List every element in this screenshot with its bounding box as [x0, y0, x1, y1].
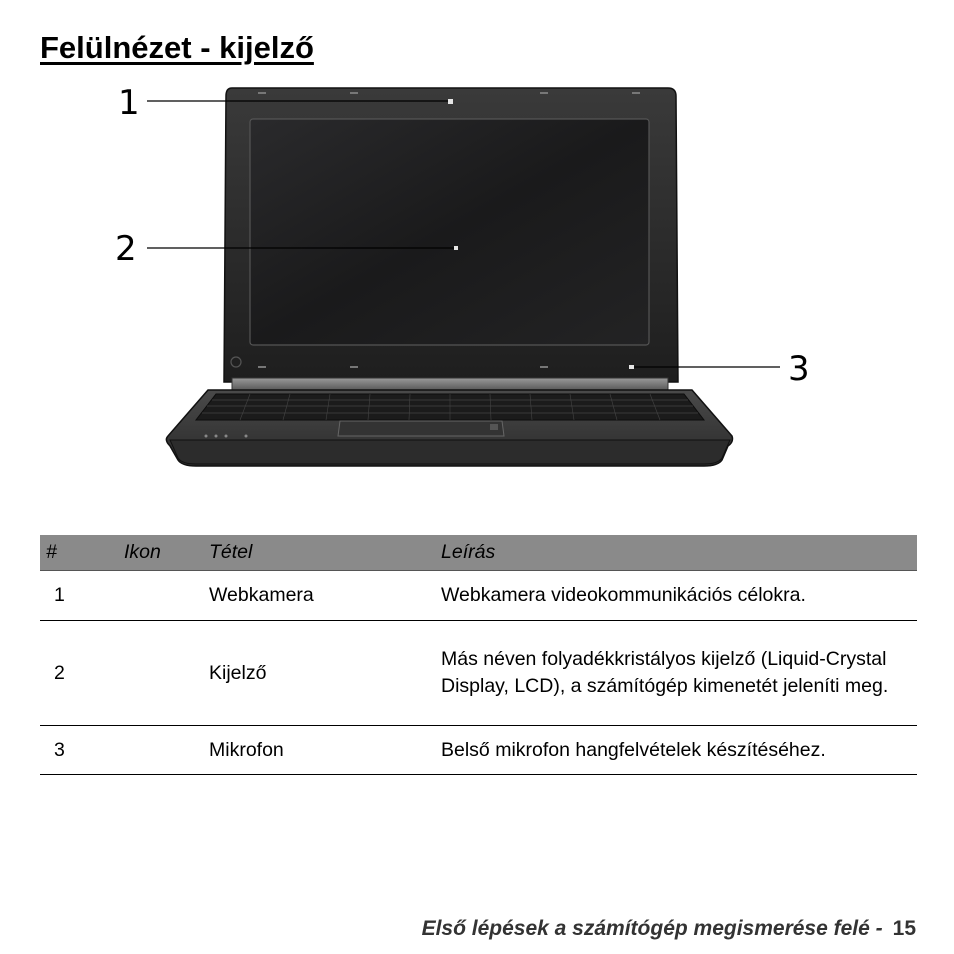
row-description: Webkamera videokommunikációs célokra.	[441, 571, 917, 621]
display-screen	[250, 119, 649, 345]
page-footer	[422, 917, 916, 941]
parts-table	[40, 535, 917, 775]
row-description: Belső mikrofon hangfelvételek készítéséhez.	[441, 726, 917, 775]
row-item: Mikrofon	[209, 726, 441, 775]
row-number: 1	[40, 571, 114, 621]
row-item: Kijelző	[209, 621, 441, 726]
callout-2-label: 2	[115, 229, 137, 269]
touchpad	[338, 421, 504, 436]
table-header-row	[40, 535, 917, 571]
laptop-base	[166, 390, 732, 466]
microphone-marker	[629, 365, 634, 369]
table-row	[40, 621, 917, 726]
header-number: #	[40, 535, 114, 571]
row-item: Webkamera	[209, 571, 441, 621]
callout-1-label: 1	[118, 83, 140, 123]
laptop-hinge	[232, 378, 668, 390]
laptop-lid	[224, 88, 678, 382]
row-icon	[114, 571, 209, 621]
webcam-marker	[448, 99, 453, 104]
row-description: Más néven folyadékkristályos kijelző (Liquid-Crystal Display, LCD), a számítógép kimenetét jeleníti meg.	[441, 621, 917, 726]
table-row	[40, 726, 917, 775]
header-item: Tétel	[209, 535, 441, 571]
row-icon	[114, 621, 209, 726]
header-description: Leírás	[441, 535, 917, 571]
header-icon: Ikon	[114, 535, 209, 571]
footer-chapter-title: Első lépések a számítógép megismerése felé -	[421, 917, 883, 940]
page-title: Felülnézet - kijelző	[40, 30, 314, 65]
table-row	[40, 571, 917, 621]
callout-3-label: 3	[788, 349, 810, 389]
row-icon	[114, 726, 209, 775]
row-number: 3	[40, 726, 114, 775]
row-number: 2	[40, 621, 114, 726]
page-number: 15	[892, 917, 916, 940]
